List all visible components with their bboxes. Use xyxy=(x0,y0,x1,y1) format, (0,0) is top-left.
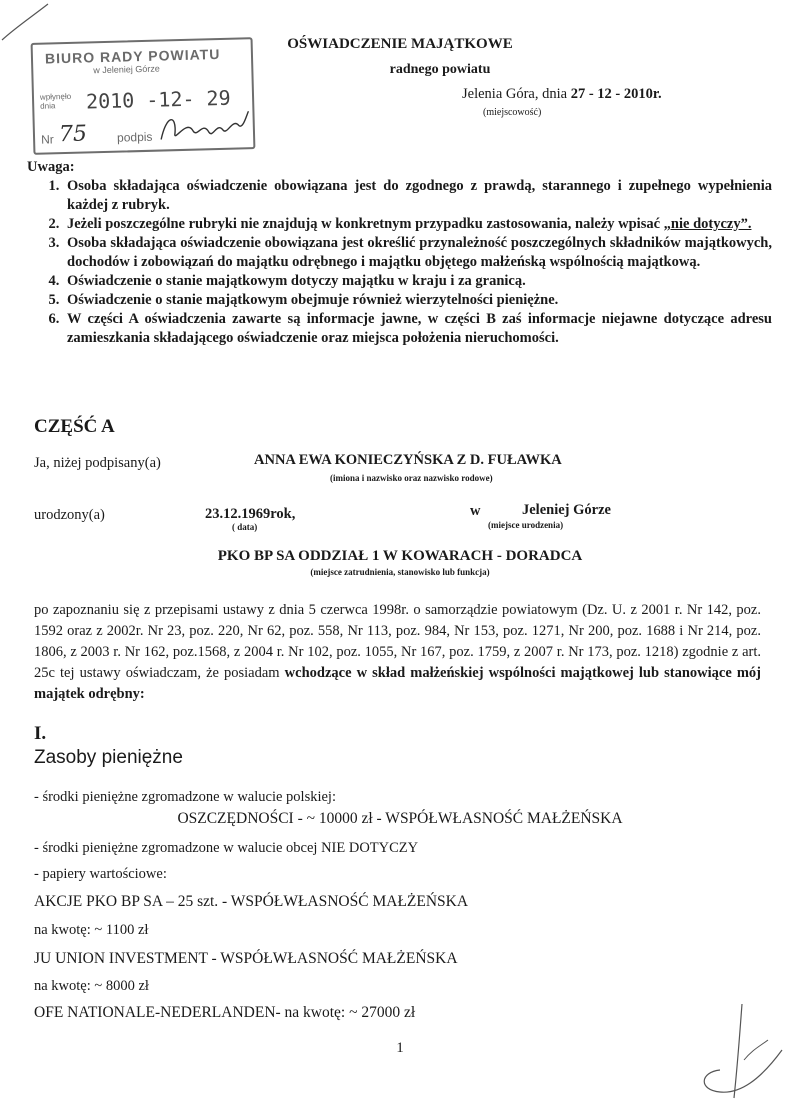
name-caption: (imiona i nazwisko oraz nazwisko rodowe) xyxy=(330,473,493,483)
foreign-funds-value: NIE DOTYCZY xyxy=(321,840,419,856)
stamp-nr-value: 75 xyxy=(58,121,88,148)
security-item: AKCJE PKO BP SA – 25 szt. - WSPÓŁWŁASNOŚĆ MAŁŻEŃSKA xyxy=(34,893,469,910)
pln-funds-label: - środki pieniężne zgromadzone w walucie polskiej: xyxy=(34,789,336,805)
birth-date-caption: ( data) xyxy=(232,522,258,532)
page-number: 1 xyxy=(396,1040,404,1056)
foreign-funds-row xyxy=(34,840,418,857)
foreign-funds-label: - środki pieniężne zgromadzone w walucie obcej xyxy=(34,840,318,856)
stamp-nr-label: Nr xyxy=(40,132,54,147)
part-a-heading: CZĘŚĆ A xyxy=(34,416,115,437)
security-item: OFE NATIONALE-NEDERLANDEN- na kwotę: ~ 27000 zł xyxy=(34,1004,416,1021)
not-applicable-quote: „nie dotyczy”. xyxy=(663,216,752,232)
security-item: JU UNION INVESTMENT - WSPÓŁWŁASNOŚĆ MAŁŻEŃSKA xyxy=(34,950,458,967)
signature-icon xyxy=(690,1000,790,1105)
employment: PKO BP SA ODDZIAŁ 1 W KOWARACH - DORADCA xyxy=(217,548,583,564)
legal-paragraph: po zapoznaniu się z przepisami ustawy z dnia 5 czerwca 1998r. o samorządzie powiatowym (Dz. U. z 2001 r. Nr 142, poz. 1592 oraz z 2002r. Nr 23, poz. 220, Nr 62, poz. 558, Nr 113, poz. 984, Nr 153, poz. 1271, Nr 200, poz. 1688 i Nr 214, poz. 1806, z 2003 r. Nr 162, poz.1568, z 2004 r. Nr 102, poz. 1055, Nr 167, poz. 1759, z 2007 r. Nr 173, poz. 1218) zgodnie z art. 25c tej ustawy oświadczam, że posiadam wchodzące w skład małżeńskiej wspólności majątkowej lub stanowiące mój majątek odrębny: xyxy=(34,602,762,702)
pln-funds-value: OSZCZĘDNOŚCI - ~ 10000 zł - WSPÓŁWŁASNOŚĆ MAŁŻEŃSKA xyxy=(177,810,623,827)
notes-section xyxy=(27,158,772,348)
note-item: 2. Jeżeli poszczególne rubryki nie znajdują w konkretnym przypadku zastosowania, należy wpisać „nie dotyczy”. xyxy=(63,215,772,234)
security-amount: na kwotę: ~ 8000 zł xyxy=(34,978,149,994)
stamp-date: 2010 -12- 29 xyxy=(85,85,231,114)
employment-caption: (miejsce zatrudnienia, stanowisko lub funkcja) xyxy=(310,567,490,577)
document-subtitle: radnego powiatu xyxy=(389,62,491,77)
legal-paragraph-bold: wchodzące w skład małżeńskiej wspólności majątkowej lub stanowiące mój majątek odrębny: xyxy=(34,665,762,702)
section-title: Zasoby pieniężne xyxy=(34,747,183,768)
place-date-prefix: Jelenia Góra, dnia xyxy=(462,86,568,102)
document-date: 27 - 12 - 2010r. xyxy=(570,86,662,102)
birth-place: Jeleniej Górze xyxy=(522,502,611,518)
birth-date: 23.12.1969rok, xyxy=(205,506,296,522)
stamp-signature-icon xyxy=(156,107,252,147)
note-item: 5. Oświadczenie o stanie majątkowym obejmuje również wierzytelności pieniężne. xyxy=(63,291,772,310)
signed-label: Ja, niżej podpisany(a) xyxy=(34,455,161,471)
place-caption: (miejscowość) xyxy=(483,107,542,118)
section-number: I. xyxy=(34,723,47,744)
note-item: 1. Osoba składająca oświadczenie obowiązana jest do zgodnego z prawdą, starannego i zupełnego wypełnienia każdej z rubryk. xyxy=(63,177,772,215)
notes-heading: Uwaga: xyxy=(27,159,75,175)
registration-stamp xyxy=(31,37,256,155)
note-item: 4. Oświadczenie o stanie majątkowym dotyczy majątku w kraju i za granicą. xyxy=(63,272,772,291)
stamp-city: w Jeleniej Górze xyxy=(93,63,160,76)
born-label: urodzony(a) xyxy=(34,507,105,523)
document-title: OŚWIADCZENIE MAJĄTKOWE xyxy=(287,36,513,52)
in-label: w xyxy=(470,503,481,519)
note-item: 6. W części A oświadczenia zawarte są informacje jawne, w części B zaś informacje niejawne dotyczące adresu zamieszkania składającego oświadczenie oraz miejsca położenia nieruchomości. xyxy=(63,310,772,348)
declarant-name: ANNA EWA KONIECZYŃSKA Z D. FUŁAWKA xyxy=(254,452,562,468)
note-item: 3. Osoba składająca oświadczenie obowiązana jest określić przynależność poszczególnych składników majątkowych, dochodów i zobowiązań do majątku odrębnego i majątku objętego małżeńską wspólnością majątkową. xyxy=(63,234,772,272)
stamp-office: BIURO RADY POWIATU xyxy=(44,45,221,67)
stamp-signature-label: podpis xyxy=(116,129,153,145)
securities-label: - papiery wartościowe: xyxy=(34,866,167,882)
birth-place-caption: (miejsce urodzenia) xyxy=(488,520,564,530)
stamp-received-label: wpłynęło dnia xyxy=(39,91,72,111)
security-amount: na kwotę: ~ 1100 zł xyxy=(34,922,149,938)
